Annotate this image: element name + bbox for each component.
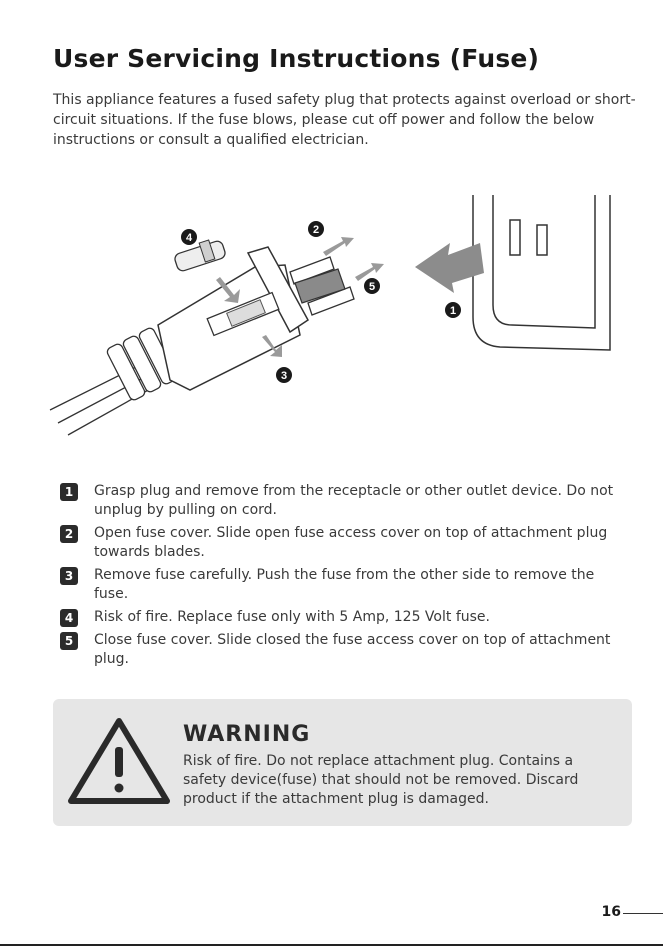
wall-outlet [473, 195, 610, 350]
warning-text: Risk of fire. Do not replace attachment plug. Contains a safety device(fuse) that should not be removed. Discard product if the attachment plug is damaged. [183, 753, 579, 807]
step-number-badge: 5 [60, 632, 78, 650]
callout-2: 2 [312, 224, 320, 236]
page-number-rule [623, 913, 663, 914]
step-number-badge: 2 [60, 525, 78, 543]
step-text: Grasp plug and remove from the receptacle or other outlet device. Do not unplug by pulling on cord. [94, 483, 614, 518]
step-text: Open fuse cover. Slide open fuse access cover on top of attachment plug towards blades. [94, 525, 608, 560]
warning-triangle-icon [67, 715, 171, 807]
callout-4: 4 [185, 232, 193, 244]
step-number-badge: 3 [60, 567, 78, 585]
step-text: Remove fuse carefully. Push the fuse from the other side to remove the fuse. [94, 567, 595, 602]
intro-paragraph: This appliance features a fused safety plug that protects against overload or short-circuit situations. If the fuse blows, please cut off power and follow the below instructions or consult a qualified electrician. [53, 92, 636, 148]
step-number-badge: 4 [60, 609, 78, 627]
step-text: Risk of fire. Replace fuse only with 5 Amp, 125 Volt fuse. [94, 609, 490, 625]
steps-list [60, 482, 620, 673]
step-5 [60, 631, 620, 669]
step-3 [60, 566, 620, 604]
step-2 [60, 524, 620, 562]
page-number: 16 [601, 904, 621, 920]
callout-3: 3 [280, 370, 288, 382]
replacement-fuse [173, 240, 226, 273]
step-4 [60, 608, 620, 627]
step-text: Close fuse cover. Slide closed the fuse access cover on top of attachment plug. [94, 632, 611, 667]
callout-5: 5 [368, 281, 376, 293]
callout-1: 1 [449, 305, 457, 317]
step-number-badge: 1 [60, 483, 78, 501]
page-title: User Servicing Instructions (Fuse) [53, 44, 540, 73]
step-1 [60, 482, 620, 520]
fuse-plug-illustration [40, 185, 630, 450]
warning-box [53, 699, 632, 826]
warning-title: WARNING [183, 722, 311, 747]
